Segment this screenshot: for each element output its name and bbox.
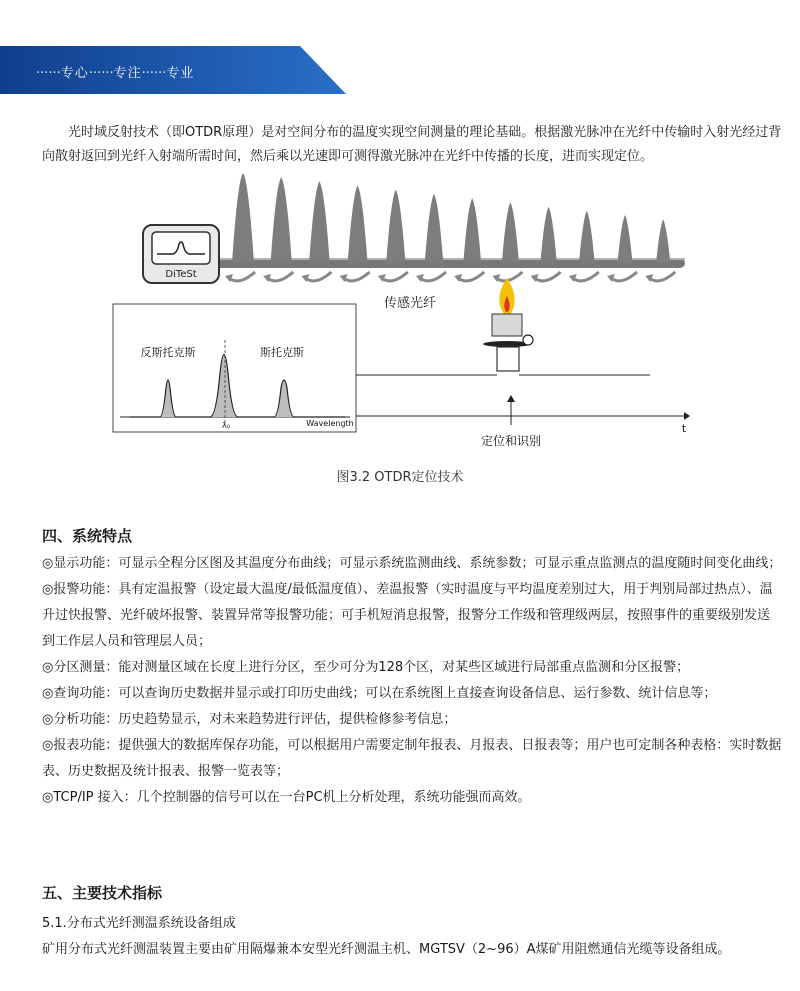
light-pulse bbox=[386, 190, 405, 263]
light-pulse bbox=[579, 211, 595, 263]
banner-slogan bbox=[36, 62, 194, 81]
light-pulse bbox=[232, 173, 254, 263]
banner-dots: ······ bbox=[36, 66, 61, 81]
banner-word-1: 专心 bbox=[60, 66, 89, 81]
locate-label: 定位和识别 bbox=[480, 434, 542, 448]
heat-source-icon bbox=[483, 278, 533, 371]
backscatter-arrow-icon bbox=[535, 272, 561, 281]
header-banner bbox=[0, 46, 346, 94]
backscatter-arrow-icon bbox=[496, 272, 522, 281]
figure-caption: 图3.2 OTDR定位技术 bbox=[336, 470, 464, 485]
backscatter-arrow-icon bbox=[267, 272, 293, 281]
backscatter-arrow-icon bbox=[611, 272, 637, 281]
fiber-label: 传感光纤 bbox=[383, 296, 437, 311]
device-screen bbox=[152, 232, 210, 264]
light-pulse bbox=[618, 215, 633, 263]
light-pulse bbox=[502, 202, 519, 263]
backscatter-arrow-icon bbox=[382, 272, 408, 281]
feature-item: ◎报警功能：具有定温报警（设定最大温度/最低温度值）、差温报警（实时温度与平均温度差别过大，用于判别局部过热点）、温升过快报警、光纤破坏报警、装置异常等报警功能；可手机短消息报警，报警分工作级和管理级两层，按照事件的重要级别发送到工作层人员和管理层人员； bbox=[42, 582, 773, 649]
feature-item: ◎TCP/IP 接入：几个控制器的信号可以在一台PC机上分析处理，系统功能强而高效。 bbox=[42, 790, 531, 805]
light-pulse bbox=[271, 177, 292, 263]
banner-word-3: 专业 bbox=[166, 66, 195, 81]
backscatter-arrow-icon bbox=[573, 272, 599, 281]
backscatter-arrow-icon bbox=[458, 272, 484, 281]
light-pulse bbox=[463, 198, 481, 263]
backscatter-arrow-icon bbox=[229, 272, 255, 281]
feature-item: ◎报表功能：提供强大的数据库保存功能，可以根据用户需要定制年报表、月报表、日报表等；用户也可定制各种表格：实时数据表、历史数据及统计报表、报警一览表等； bbox=[42, 738, 782, 779]
time-axis-arrow bbox=[684, 412, 690, 420]
feature-item: ◎显示功能：可显示全程分区图及其温度分布曲线；可显示系统监测曲线、系统参数；可显示重点监测点的温度随时间变化曲线； bbox=[42, 556, 782, 571]
device-label: DiTeSt bbox=[165, 269, 197, 280]
banner-dots: ······ bbox=[88, 66, 114, 81]
light-pulse bbox=[540, 207, 556, 263]
light-pulse bbox=[348, 186, 368, 263]
backscatter-arrow-icon bbox=[305, 272, 331, 281]
light-pulse bbox=[425, 194, 444, 263]
banner-word-2: 专注 bbox=[113, 66, 142, 81]
light-pulse bbox=[656, 219, 670, 263]
time-axis-label: t bbox=[681, 422, 687, 435]
feature-item: ◎分区测量：能对测量区域在长度上进行分区，至少可分为128个区，对某些区域进行局部重点监测和分区报警； bbox=[42, 660, 690, 675]
backscatter-arrow-icon bbox=[344, 272, 370, 281]
otdr-diagram bbox=[0, 168, 800, 458]
lambda-label: λ₀ bbox=[222, 421, 230, 430]
backscatter-arrow-icon bbox=[649, 272, 675, 281]
intro-paragraph bbox=[42, 121, 782, 169]
section4-heading: 四、系统特点 bbox=[42, 527, 133, 545]
locate-arrow-head bbox=[507, 395, 515, 402]
section5-heading: 五、主要技术指标 bbox=[42, 884, 163, 902]
section5-body: 矿用分布式光纤测温装置主要由矿用隔爆兼本安型光纤测温主机、MGTSV（2~96）A煤矿用阻燃通信光缆等设备组成。 bbox=[42, 942, 731, 957]
banner-dots: ······ bbox=[141, 66, 167, 81]
feature-item: ◎查询功能：可以查询历史数据并显示或打印历史曲线；可以在系统图上直接查询设备信息、运行参数、统计信息等； bbox=[42, 686, 717, 701]
feature-item: ◎分析功能：历史趋势显示，对未来趋势进行评估，提供检修参考信息； bbox=[42, 712, 457, 727]
anti-stokes-label: 反斯托克斯 bbox=[140, 346, 196, 359]
feature-list bbox=[42, 551, 782, 811]
wavelength-label: Wavelength bbox=[306, 419, 354, 428]
light-pulse bbox=[309, 181, 330, 263]
otdr-figure bbox=[0, 168, 800, 458]
section5-subheading: 5.1.分布式光纤测温系统设备组成 bbox=[42, 916, 236, 931]
stokes-label: 斯托克斯 bbox=[260, 346, 304, 359]
intro-text: 光时域反射技术（即OTDR原理）是对空间分布的温度实现空间测量的理论基础。根据激光脉冲在光纤中传输时入射光经过背向散射返回到光纤入射端所需时间，然后乘以光速即可测得激光脉冲在光纤中传播的长度，进而实现定位。 bbox=[42, 125, 782, 164]
backscatter-arrow-icon bbox=[420, 272, 446, 281]
